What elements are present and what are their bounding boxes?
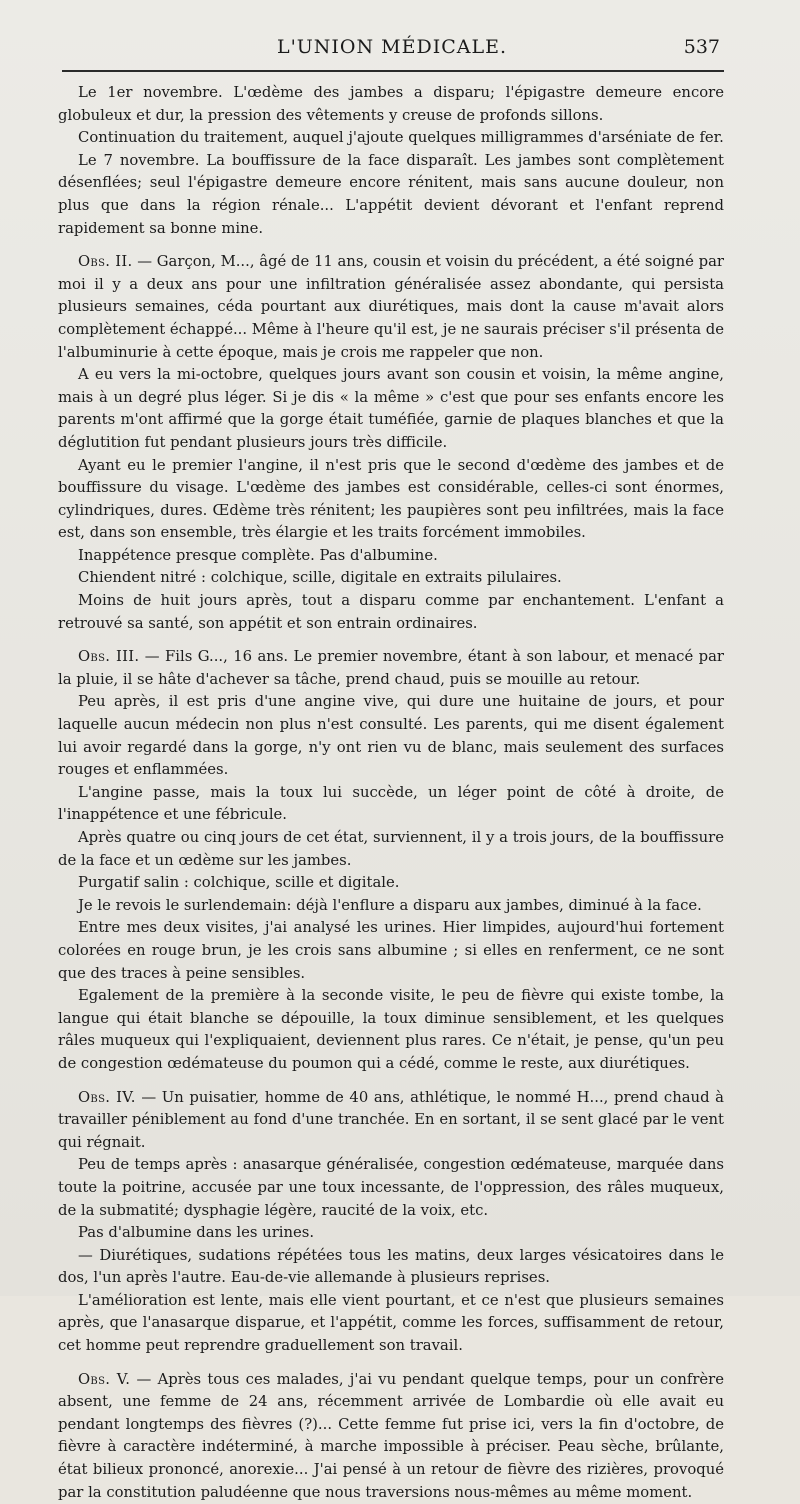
paragraph: Egalement de la première à la seconde visite, le peu de fièvre qui existe tombe, la langue qui était blanche se dépouille, la toux diminue sensiblement, et les quelques râles muqueux qui l'expliquaient, deviennent plus rares. Ce n'était, je pense, qu'un peu de congestion œdémateuse du poumon qui a cédé, comme le reste, aux diurétiques. xyxy=(58,987,724,1072)
page-header xyxy=(60,36,724,66)
paragraph: Entre mes deux visites, j'ai analysé les urines. Hier limpides, aujourd'hui fortement colorées en rouge brun, je les crois sans albumine ; si elles en renferment, ce ne sont que des traces à peine sensibles. xyxy=(58,919,724,982)
observation-paragraph: Obs. V. — Après tous ces malades, j'ai vu pendant quelque temps, pour un confrère absent, une femme de 24 ans, récemment arrivée de Lombardie où elle avait eu pendant longtemps des fièvres (?)... Cette femme fut prise ici, vers la fin d'octobre, de fièvre à caractère indéterminé, à marche impossible à préciser. Peau sèche, brûlante, état bilieux prononcé, anorexie... J'ai pensé à un retour de fièvre des rizières, provoqué par la constitution paludéenne que nous traversions nous-mêmes au même moment. xyxy=(58,1370,725,1501)
observation-paragraph: Obs. IV. — Un puisatier, homme de 40 ans, athlétique, le nommé H..., prend chaud à travailler péniblement au fond d'une tranchée. En en sortant, il se sent glacé par le vent qui régnait. xyxy=(58,1088,724,1151)
paragraph: Moins de huit jours après, tout a disparu comme par enchantement. L'enfant a retrouvé sa santé, son appétit et son entrain ordinaires. xyxy=(58,592,724,632)
paragraph: L'amélioration est lente, mais elle vient pourtant, et ce n'est que plusieurs semaines après, que l'anasarque disparue, et l'appétit, comme les forces, suffisamment de retour, cet homme peut reprendre graduellement son travail. xyxy=(58,1291,724,1355)
paragraph: Peu de temps après : anasarque généralisée, congestion œdémateuse, marquée dans toute la poitrine, accusée par une toux incessante, de l'oppression, des râles muqueux, de la submatité; dysphagie légère, raucité de la voix, etc. xyxy=(58,1156,724,1219)
paragraph: L'angine passe, mais la toux lui succède, un léger point de côté à droite, de l'inappétence et une fébricule. xyxy=(58,783,724,824)
paragraph: Le 1er novembre. L'œdème des jambes a disparu; l'épigastre demeure encore globuleux et dur, la pression des vêtements y creuse de profonds sillons. xyxy=(58,84,724,124)
observation-label: Obs. III. xyxy=(78,648,140,666)
observation-label: Obs. V. xyxy=(78,1370,131,1388)
paragraph: Après quatre ou cinq jours de cet état, surviennent, il y a trois jours, de la bouffissure de la face et un œdème sur les jambes. xyxy=(58,829,724,869)
paragraph: Ayant eu le premier l'angine, il n'est pris que le second d'œdème des jambes et de bouffissure du visage. L'œdème des jambes est considérable, celles-ci sont énormes, cylindriques, dures. Œdème très rénitent; les paupières sont peu infiltrées, mais la face est, dans son ensemble, très élargie et les traits forcément immobiles. xyxy=(58,456,724,542)
paragraph: Continuation du traitement, auquel j'ajoute quelques milligrammes d'arséniate de fer. xyxy=(78,129,724,147)
observation-paragraph: Obs. III. — Fils G..., 16 ans. Le premier novembre, étant à son labour, et menacé par la pluie, il se hâte d'achever sa tâche, prend chaud, puis se mouille au retour. xyxy=(58,648,724,688)
body-text xyxy=(58,82,724,1504)
running-title: L'UNION MÉDICALE. xyxy=(276,36,508,58)
paragraph: Inappétence presque complète. Pas d'albumine. xyxy=(78,546,438,564)
observation-label: Obs. II. xyxy=(78,253,133,271)
paragraph: Pas d'albumine dans les urines. xyxy=(78,1224,315,1242)
paragraph: Je le revois le surlendemain: déjà l'enflure a disparu aux jambes, diminué à la face. xyxy=(78,896,702,914)
paragraph: Chiendent nitré : colchique, scille, digitale en extraits pilulaires. xyxy=(78,569,562,587)
observation-label: Obs. IV. xyxy=(78,1088,136,1106)
paragraph: A eu vers la mi-octobre, quelques jours avant son cousin et voisin, la même angine, mais à un degré plus léger. Si je dis « la même » c'est que pour ses enfants encore les parents m'ont affirmé que la gorge était tuméfiée, garnie de plaques blanches et que la déglutition fut pendant plusieurs jours très difficile. xyxy=(58,366,724,451)
observation-paragraph: Obs. II. — Garçon, M..., âgé de 11 ans, cousin et voisin du précédent, a été soigné par moi il y a deux ans pour une infiltration généralisée assez abondante, qui persista plusieurs semaines, céda pourtant aux diurétiques, mais dont la cause m'avait alors complètement échappé... Même à l'heure qu'il est, je ne saurais préciser s'il présenta de l'albuminurie à cette époque, mais je crois me rappeler que non. xyxy=(58,253,724,361)
paragraph: — Diurétiques, sudations répétées tous les matins, deux larges vésicatoires dans le dos, l'un après l'autre. Eau-de-vie allemande à plusieurs reprises. xyxy=(58,1246,724,1287)
header-rule xyxy=(62,70,724,72)
page-number: 537 xyxy=(683,36,720,58)
paragraph: Le 7 novembre. La bouffissure de la face disparaît. Les jambes sont complètement désenflées; seul l'épigastre demeure encore rénitent, mais sans aucune douleur, non plus que dans la région rénale... L'appétit devient dévorant et l'enfant reprend rapidement sa bonne mine. xyxy=(58,151,724,237)
paragraph: Purgatif salin : colchique, scille et digitale. xyxy=(78,874,400,892)
paragraph: Peu après, il est pris d'une angine vive, qui dure une huitaine de jours, et pour laquelle aucun médecin non plus n'est consulté. Les parents, qui me disent également lui avoir regardé dans la gorge, n'y ont rien vu de blanc, mais seulement des surfaces rouges et enflammées. xyxy=(58,693,724,779)
